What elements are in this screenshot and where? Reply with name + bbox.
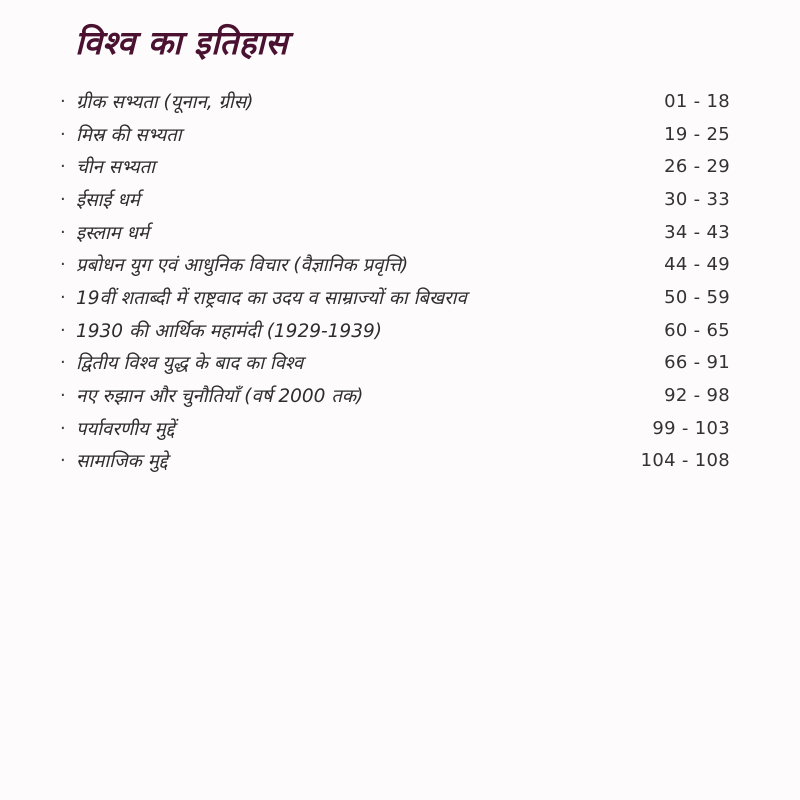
toc-item-label: द्वितीय विश्व युद्ध के बाद का विश्व <box>76 353 304 375</box>
toc-item-pages: 50 - 59 <box>664 286 730 308</box>
toc-list <box>60 85 730 477</box>
bullet-icon: · <box>60 450 66 472</box>
toc-item-label: चीन सभ्यता <box>76 157 155 179</box>
toc-item-pages: 26 - 29 <box>664 156 730 178</box>
toc-item-pages: 66 - 91 <box>664 352 730 374</box>
toc-item-pages: 60 - 65 <box>664 319 730 341</box>
toc-item-pages: 34 - 43 <box>664 221 730 243</box>
bullet-icon: · <box>60 352 66 374</box>
toc-item-pages: 104 - 108 <box>640 450 730 472</box>
bullet-icon: · <box>60 417 66 439</box>
bullet-icon: · <box>60 286 66 308</box>
toc-item-pages: 19 - 25 <box>664 123 730 145</box>
toc-row <box>60 445 730 478</box>
toc-item-pages: 44 - 49 <box>664 254 730 276</box>
toc-item-pages: 99 - 103 <box>652 417 730 439</box>
toc-item-pages: 30 - 33 <box>664 188 730 210</box>
bullet-icon: · <box>60 156 66 178</box>
toc-row <box>60 314 730 347</box>
toc-item-pages: 92 - 98 <box>664 385 730 407</box>
toc-item-label: 19वीं शताब्दी में राष्ट्रवाद का उदय व साम्राज्यों का बिखराव <box>76 287 467 309</box>
bullet-icon: · <box>60 188 66 210</box>
toc-item-label: ग्रीक सभ्यता (यूनान, ग्रीस) <box>76 91 254 113</box>
bullet-icon: · <box>60 254 66 276</box>
bullet-icon: · <box>60 385 66 407</box>
toc-item-pages: 01 - 18 <box>664 90 730 112</box>
toc-row <box>60 150 730 183</box>
page-title: विश्व का इतिहास <box>75 23 289 62</box>
toc-row <box>60 379 730 412</box>
toc-item-label: सामाजिक मुद्दे <box>76 451 168 473</box>
toc-item-label: मिस्र की सभ्यता <box>76 124 182 146</box>
toc-item-label: पर्यावरणीय मुद्दें <box>76 418 175 440</box>
toc-row <box>60 85 730 118</box>
toc-row <box>60 281 730 314</box>
toc-item-label: प्रबोधन युग एवं आधुनिक विचार (वैज्ञानिक प्रवृत्ति) <box>76 255 409 277</box>
toc-row <box>60 347 730 380</box>
toc-item-label: इस्लाम धर्म <box>76 222 149 244</box>
toc-item-label: ईसाई धर्म <box>76 189 140 211</box>
bullet-icon: · <box>60 90 66 112</box>
toc-row <box>60 118 730 151</box>
bullet-icon: · <box>60 221 66 243</box>
toc-item-label: 1930 की आर्थिक महामंदी (1929-1939) <box>76 320 382 342</box>
toc-row <box>60 183 730 216</box>
toc-item-label: नए रुझान और चुनौतियाँ (वर्ष 2000 तक) <box>76 386 364 408</box>
bullet-icon: · <box>60 123 66 145</box>
bullet-icon: · <box>60 319 66 341</box>
toc-row <box>60 412 730 445</box>
toc-row <box>60 248 730 281</box>
toc-row <box>60 216 730 249</box>
